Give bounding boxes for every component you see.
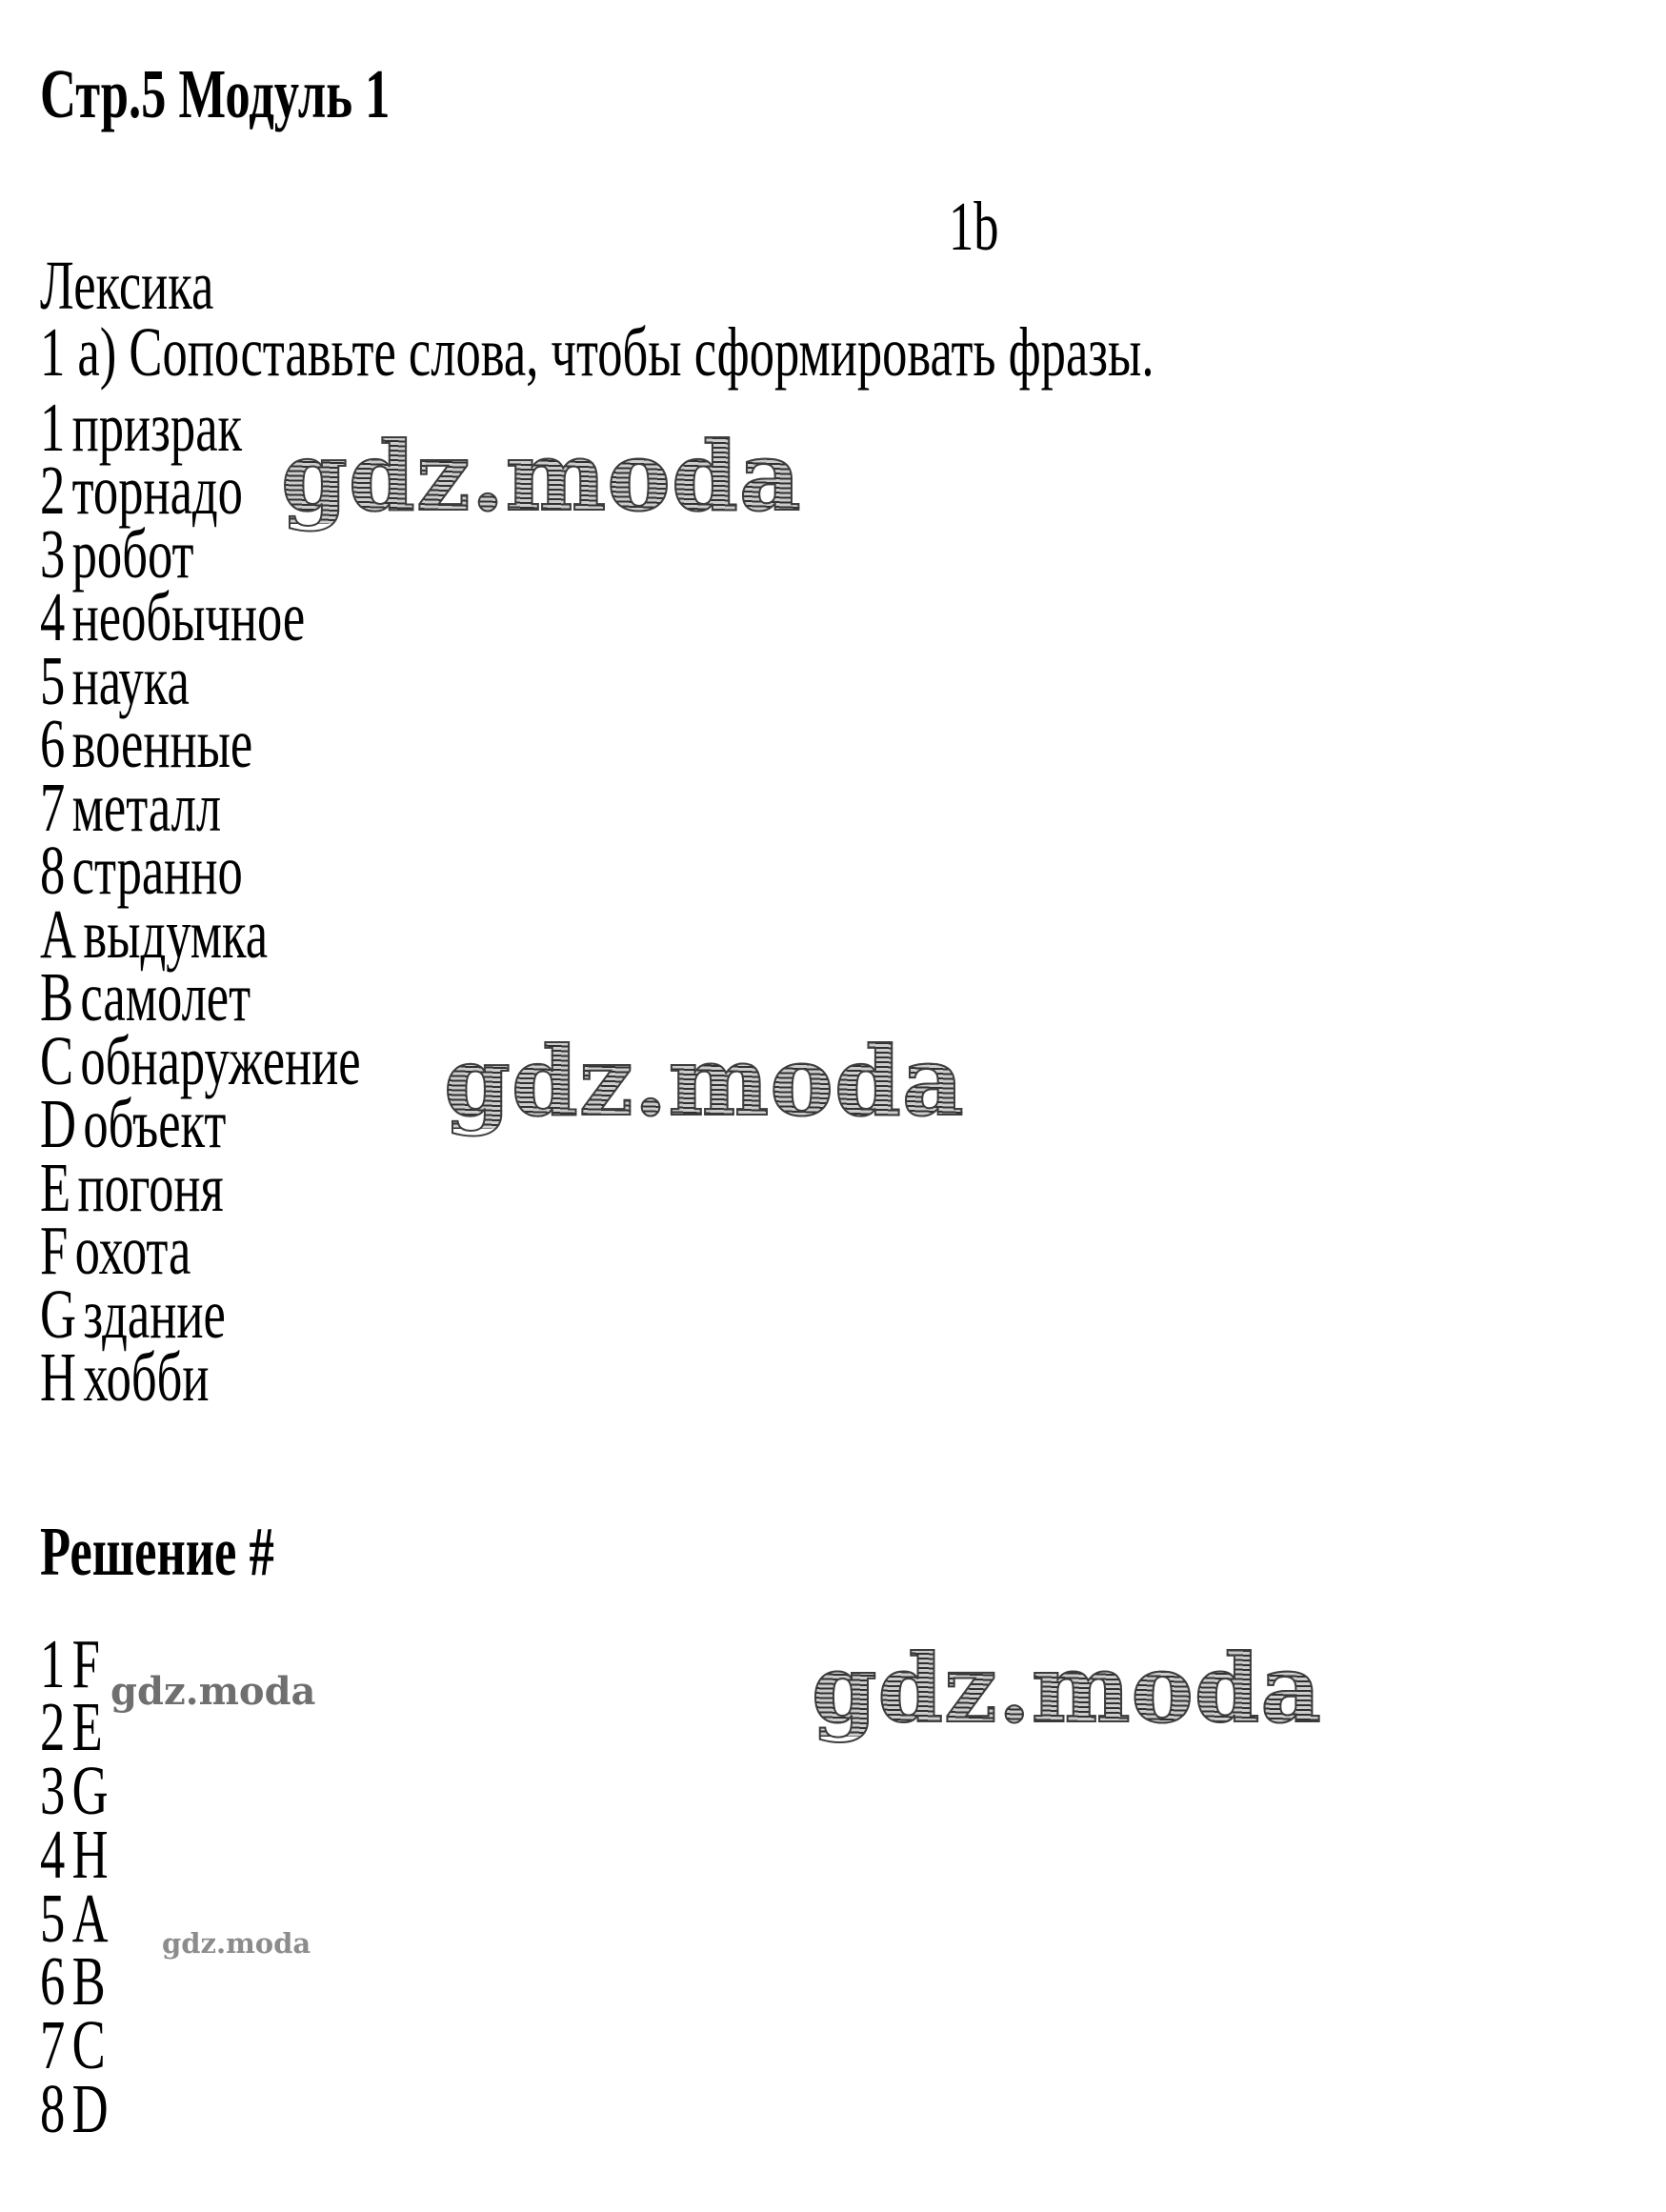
letter-item-letter: H [40, 1338, 76, 1416]
answer-letter: F [71, 1625, 100, 1702]
letter-item-text: самолет [80, 958, 251, 1036]
letter-item-letter: G [40, 1276, 76, 1353]
word-item-text: призрак [71, 389, 243, 466]
word-item-text: необычное [71, 578, 306, 655]
exercise-label: 1b [949, 188, 999, 265]
letter-item-text: объект [83, 1085, 227, 1162]
watermark-gdz-moda-small-1: gdz.moda [110, 1669, 316, 1714]
task-instruction: 1 а) Сопоставьте слова, чтобы сформировать фразы. [40, 313, 1154, 391]
letter-item-letter: A [40, 895, 76, 973]
answer-letter: B [71, 1942, 106, 2020]
section-title: Лексика [40, 247, 214, 324]
word-item-text: наука [71, 642, 190, 719]
watermark-gdz-moda-top: gdz.moda [281, 420, 802, 533]
letter-item-text: хобби [83, 1338, 210, 1416]
answer-number: 3 [40, 1752, 66, 1829]
letter-item-letter: F [40, 1212, 69, 1289]
answer-letter: G [71, 1752, 109, 1829]
word-item-number: 5 [40, 642, 66, 719]
letter-item-letter: D [40, 1085, 76, 1162]
answer-letter: D [71, 2070, 109, 2147]
word-item-text: военные [71, 705, 253, 782]
watermark-gdz-moda-middle: gdz.moda [444, 1025, 965, 1137]
word-item-number: 6 [40, 705, 66, 782]
answer-letter: A [71, 1880, 109, 1957]
word-item-number: 2 [40, 452, 66, 529]
word-item-number: 7 [40, 769, 66, 846]
answer-number: 5 [40, 1880, 66, 1957]
letter-item-text: здание [83, 1276, 226, 1353]
letter-item-letter: C [40, 1022, 74, 1099]
answer-letter: H [71, 1816, 109, 1893]
word-item-text: металл [71, 769, 222, 846]
letter-item-text: выдумка [83, 895, 269, 973]
word-item-text: робот [71, 515, 194, 593]
watermark-gdz-moda-bottom: gdz.moda [812, 1635, 1322, 1744]
answer-number: 4 [40, 1816, 66, 1893]
word-item-number: 3 [40, 515, 66, 593]
letter-item-letter: B [40, 958, 74, 1036]
watermark-gdz-moda-small-2: gdz.moda [162, 1927, 311, 1960]
answer-letter: E [71, 1688, 103, 1765]
letter-item-text: обнаружение [80, 1022, 361, 1099]
letter-item-text: охота [74, 1212, 191, 1289]
solution-heading: Решение # [40, 1513, 274, 1590]
word-item-text: странно [71, 832, 243, 909]
letter-item-letter: E [40, 1149, 71, 1226]
word-item-number: 1 [40, 389, 66, 466]
letter-item [40, 1338, 210, 1416]
answer-number: 2 [40, 1688, 66, 1765]
answer-number: 8 [40, 2070, 66, 2147]
answer-number: 1 [40, 1625, 66, 1702]
word-item-number: 4 [40, 578, 66, 655]
answer-letter: C [71, 2006, 106, 2083]
answer-number: 6 [40, 1942, 66, 2020]
answer-number: 7 [40, 2006, 66, 2083]
answer-row [40, 2070, 109, 2147]
word-item-number: 8 [40, 832, 66, 909]
letter-item-text: погоня [77, 1149, 224, 1226]
page-title: Стр.5 Модуль 1 [40, 55, 391, 132]
word-item-text: торнадо [71, 452, 243, 529]
